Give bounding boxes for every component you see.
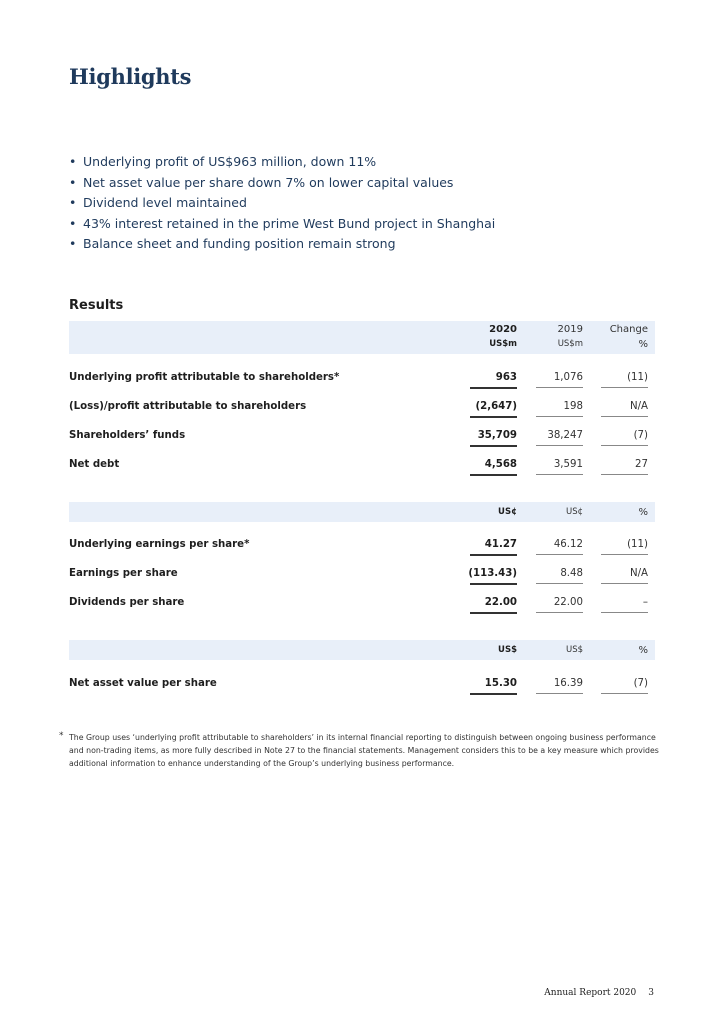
value-2020: 963 <box>495 372 517 383</box>
value-2020: 41.27 <box>484 539 517 550</box>
highlight-text: 43% interest retained in the prime West Bund project in Shanghai <box>83 215 496 231</box>
value-2020: (113.43) <box>468 568 517 579</box>
page-title: Highlights <box>69 64 192 89</box>
highlight-item <box>69 193 495 214</box>
table-row <box>69 539 655 559</box>
unit-label: US$m <box>489 339 517 349</box>
row-label: Net debt <box>69 459 120 470</box>
unit-label: US$m <box>557 339 583 349</box>
underline-2020 <box>470 693 517 695</box>
value-change: N/A <box>629 568 648 579</box>
value-2019: 16.39 <box>553 678 583 689</box>
underline-change <box>601 445 648 446</box>
bullet-icon: • <box>69 154 77 169</box>
value-2020: 15.30 <box>484 678 517 689</box>
underline-2019 <box>536 416 583 417</box>
highlight-item <box>69 234 495 255</box>
bullet-icon: • <box>69 195 77 210</box>
row-label: Dividends per share <box>69 597 185 608</box>
footnote-text: The Group uses ‘underlying profit attributable to shareholders’ in its internal financial reporting to distinguish between ongoing business performance and non-trading items, as more fully described in Note 27 to the financial statements. Management considers this to be a key measure which provides additional information to enhance understanding of the Group’s underlying business performance. <box>69 733 659 768</box>
underline-change <box>601 693 648 694</box>
value-change: (7) <box>633 678 648 689</box>
underline-change <box>601 583 648 584</box>
footer-label: Annual Report 2020 <box>544 988 637 998</box>
value-2019: 38,247 <box>547 430 583 441</box>
highlights-list <box>69 152 495 255</box>
value-change: – <box>642 597 648 608</box>
unit-label: US$ <box>498 645 517 655</box>
row-label: Earnings per share <box>69 568 178 579</box>
unit-label: US¢ <box>565 507 583 517</box>
table-row <box>69 459 655 479</box>
underline-2019 <box>536 693 583 694</box>
highlight-text: Dividend level maintained <box>83 195 247 210</box>
table-row <box>69 401 655 421</box>
unit-label: US¢ <box>498 507 517 517</box>
underline-2020 <box>470 583 517 585</box>
row-label: (Loss)/profit attributable to shareholders <box>69 401 307 412</box>
underline-2019 <box>536 387 583 388</box>
underline-2020 <box>470 445 517 447</box>
value-2020: (2,647) <box>475 401 517 412</box>
value-change: (11) <box>627 372 648 383</box>
unit-label: % <box>638 645 648 656</box>
row-label: Shareholders’ funds <box>69 430 186 441</box>
underline-2019 <box>536 474 583 475</box>
table-row <box>69 372 655 392</box>
col-header-change: Change <box>609 324 648 335</box>
results-heading: Results <box>69 298 124 313</box>
value-2019: 8.48 <box>560 568 583 579</box>
unit-label: US$ <box>565 645 583 655</box>
highlight-item <box>69 152 495 173</box>
highlight-text: Balance sheet and funding position remain strong <box>83 236 396 251</box>
underline-change <box>601 387 648 388</box>
bullet-icon: • <box>69 215 77 231</box>
bullet-icon: • <box>69 174 77 190</box>
page-footer <box>532 988 654 998</box>
unit-label: % <box>638 339 648 350</box>
highlight-text: Underlying profit of US$963 million, down 11% <box>83 154 377 169</box>
bullet-icon: • <box>69 236 77 251</box>
value-2019: 198 <box>563 401 583 412</box>
page-number: 3 <box>648 988 654 998</box>
footnote-marker: * <box>59 731 64 741</box>
underline-2020 <box>470 554 517 556</box>
value-change: (7) <box>633 430 648 441</box>
value-2019: 46.12 <box>553 539 583 550</box>
underline-2020 <box>470 416 517 418</box>
value-2019: 22.00 <box>553 597 583 608</box>
underline-2019 <box>536 445 583 446</box>
value-2019: 1,076 <box>553 372 583 383</box>
highlight-item <box>69 173 495 194</box>
table-row <box>69 678 655 698</box>
footnote <box>59 731 669 770</box>
value-change: (11) <box>627 539 648 550</box>
row-label: Net asset value per share <box>69 678 217 689</box>
underline-2019 <box>536 554 583 555</box>
table-row <box>69 568 655 588</box>
value-2020: 4,568 <box>484 459 517 470</box>
row-label: Underlying profit attributable to shareholders* <box>69 372 340 383</box>
underline-change <box>601 474 648 475</box>
highlight-item <box>69 214 495 235</box>
underline-change <box>601 612 648 613</box>
table-row <box>69 430 655 450</box>
highlight-text: Net asset value per share down 7% on lower capital values <box>83 174 454 190</box>
underline-2020 <box>470 474 517 476</box>
col-header-2020: 2020 <box>489 324 517 335</box>
underline-change <box>601 416 648 417</box>
underline-change <box>601 554 648 555</box>
value-2019: 3,591 <box>553 459 583 470</box>
underline-2019 <box>536 583 583 584</box>
value-change: N/A <box>629 401 648 412</box>
col-header-2019: 2019 <box>557 324 583 335</box>
underline-2020 <box>470 612 517 614</box>
value-2020: 22.00 <box>484 597 517 608</box>
row-label: Underlying earnings per share* <box>69 539 250 550</box>
underline-2019 <box>536 612 583 613</box>
value-change: 27 <box>635 459 648 470</box>
unit-label: % <box>638 507 648 518</box>
table-row <box>69 597 655 617</box>
value-2020: 35,709 <box>477 430 517 441</box>
underline-2020 <box>470 387 517 389</box>
